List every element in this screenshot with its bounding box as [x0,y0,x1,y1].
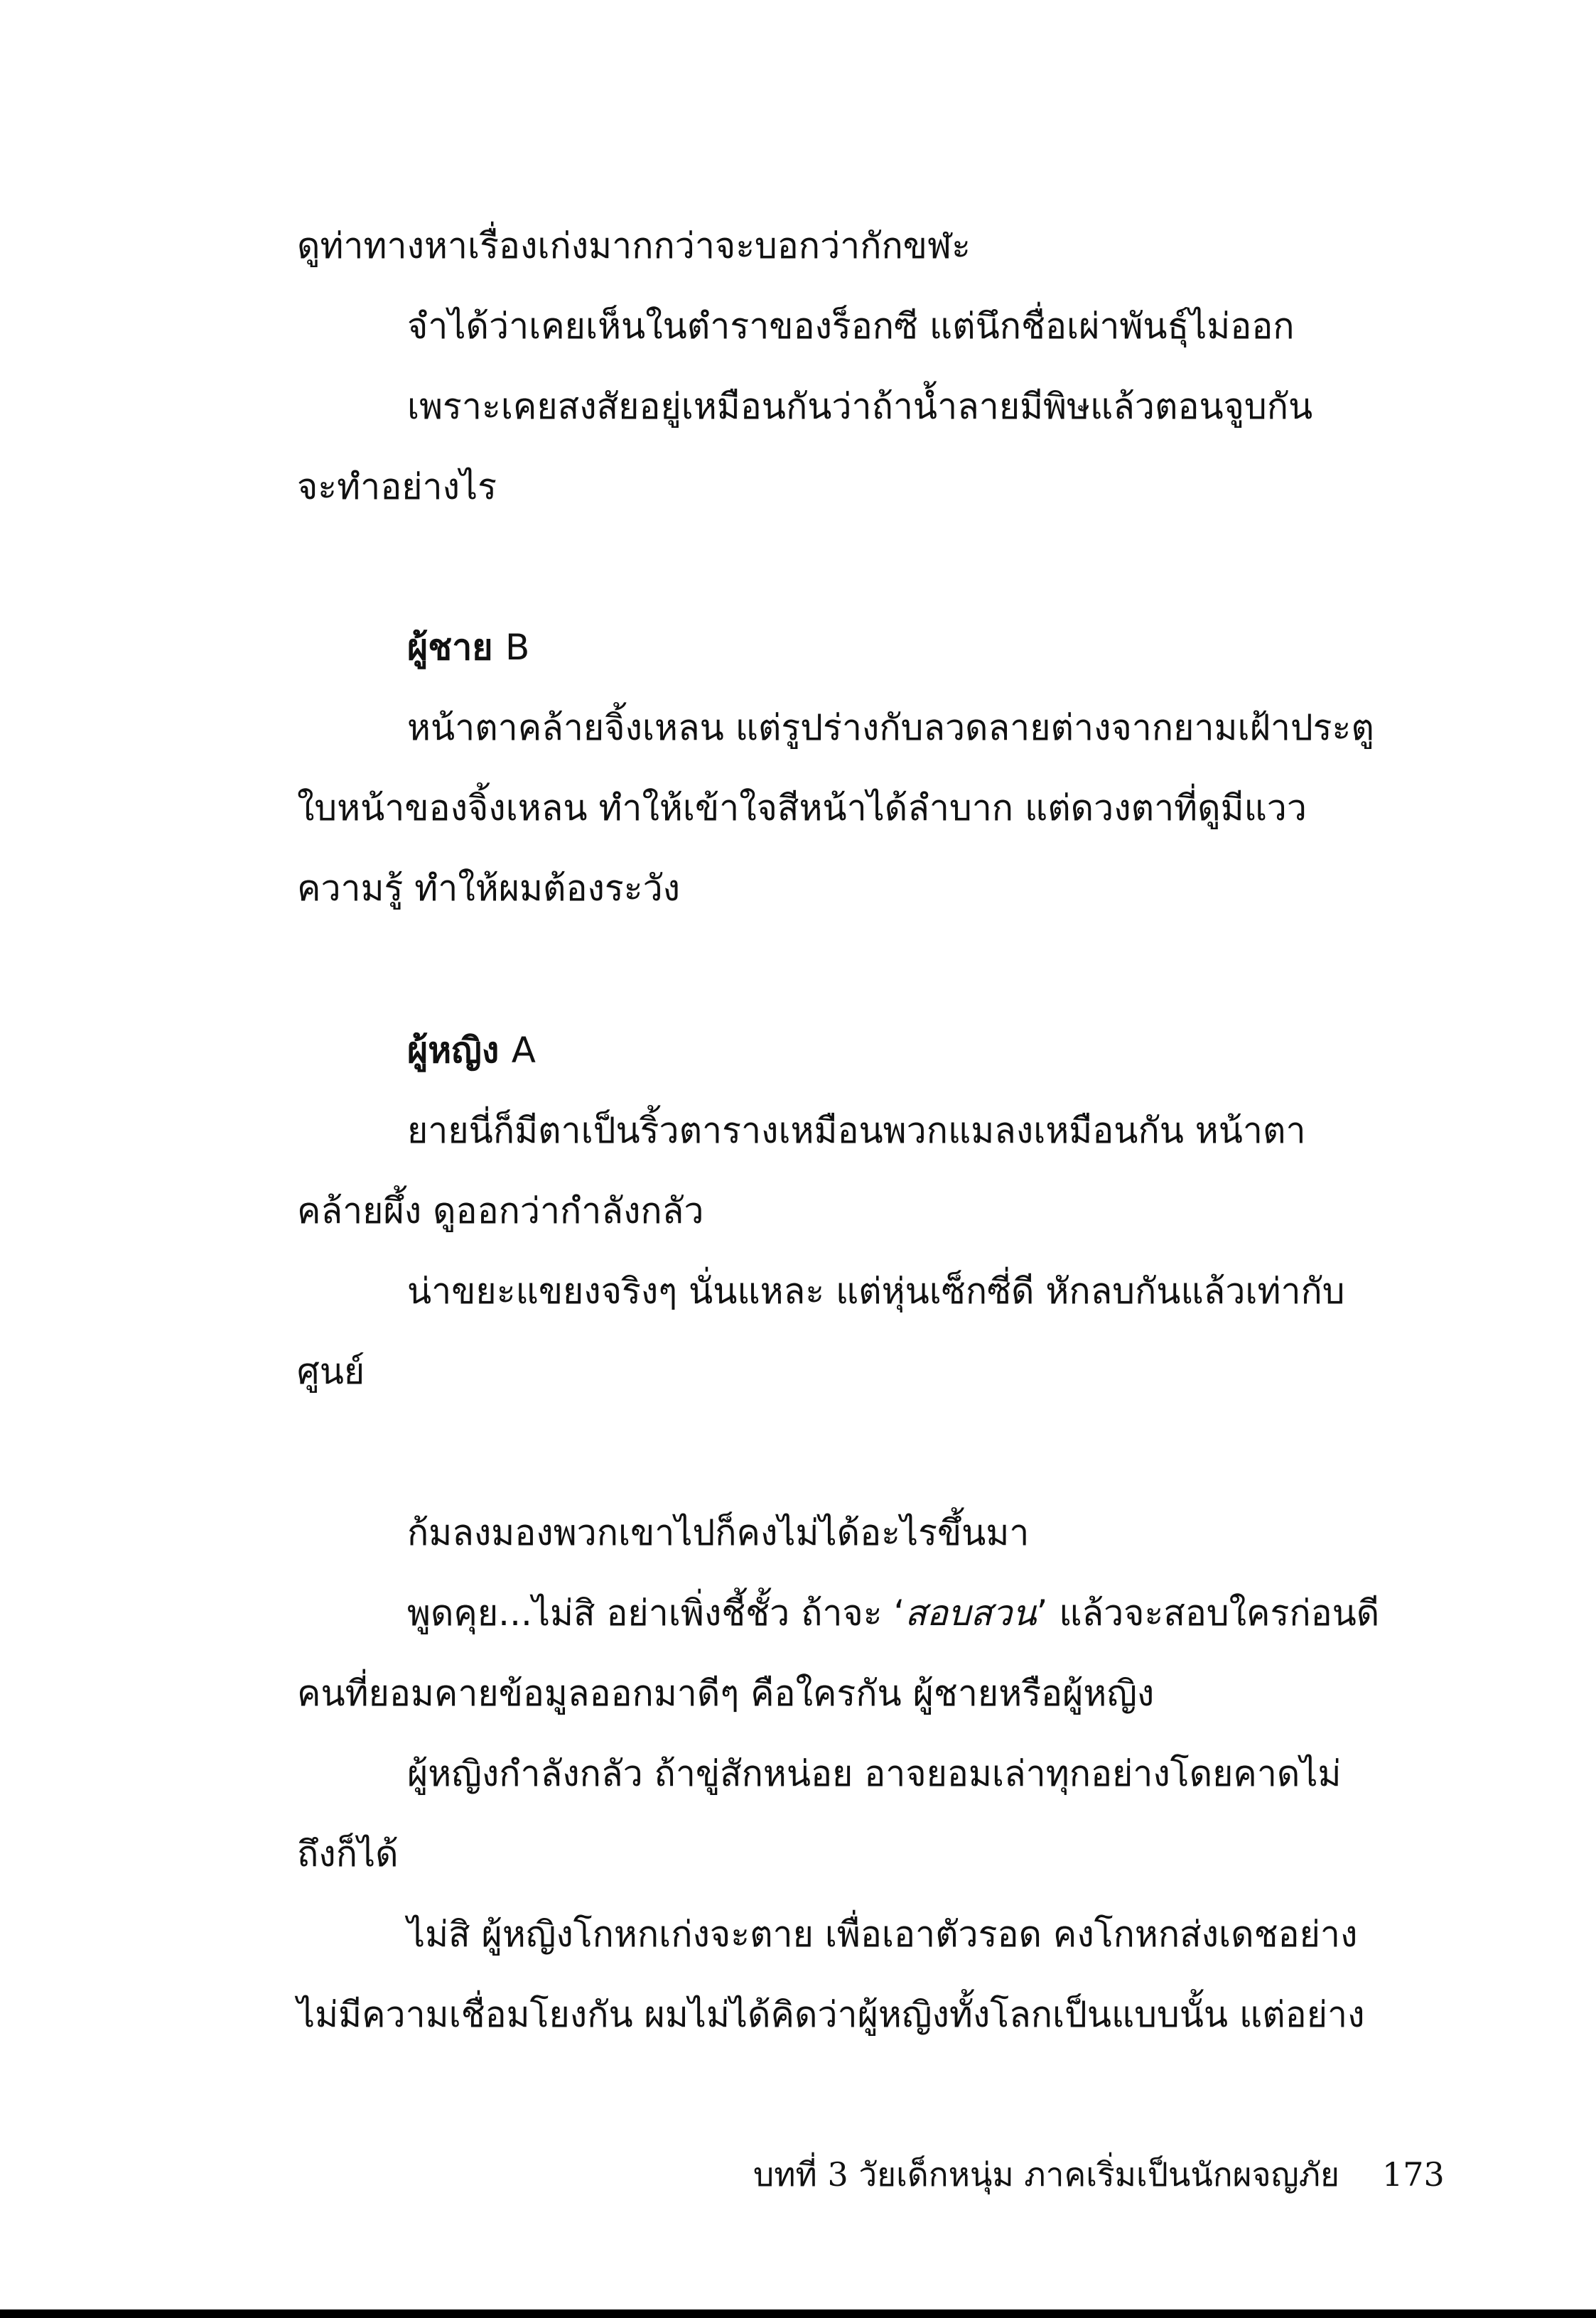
heading-woman-a-letter: A [511,1030,536,1071]
paragraph-5-line-2: คล้ายผึ้ง ดูออกว่ากำลังกลัว [297,1190,704,1231]
paragraph-4-line-2: ใบหน้าของจิ้งเหลน ทำให้เข้าใจสีหน้าได้ลำบาก แต่ดวงตาที่ดูมีแวว [297,787,1307,829]
paragraph-7-line-1: ก้มลงมองพวกเขาไปก็คงไม่ได้อะไรขึ้นมา [407,1512,1030,1553]
heading-man-b [297,608,1402,688]
paragraph-5-line-1: ยายนี่ก็มีตาเป็นริ้วตารางเหมือนพวกแมลงเหมือนกัน หน้าตา [407,1110,1306,1151]
heading-man-b-thai: ผู้ชาย [407,627,493,668]
section-woman-a [297,1010,1402,1412]
paragraph-8-line-1 [297,1573,1402,1654]
heading-woman-a-thai: ผู้หญิง [407,1030,500,1071]
paragraph-3-line-1: เพราะเคยสงสัยอยู่เหมือนกันว่าถ้าน้ำลายมีพิษแล้วตอนจูบกัน [407,386,1313,427]
paragraph-9-line-2: ถึงก็ได้ [297,1833,399,1875]
paragraph-8-line-1-end: ’ แล้วจะสอบใครก่อนดี [1036,1592,1380,1634]
paragraph-6-line-1: น่าขยะแขยงจริงๆ นั่นแหละ แต่หุ่นเซ็กซี่ดี หักลบกันแล้วเท่ากับ [407,1271,1345,1312]
page-number: 173 [1382,2155,1445,2194]
paragraph-4-line-1: หน้าตาคล้ายจิ้งเหลน แต่รูปร่างกับลวดลายต่างจากยามเฝ้าประตู [407,707,1374,748]
page-footer [753,2153,1445,2196]
bottom-edge-rule [0,2309,1596,2318]
heading-man-b-letter: B [505,627,530,668]
paragraph-1-line-1: ดูท่าทางหาเรื่องเก่งมากกว่าจะบอกว่ากักขฬะ [297,225,971,266]
body-text-bottom [297,1493,1402,2055]
paragraph-6-line-2: ศูนย์ [297,1351,365,1392]
heading-woman-a [297,1010,1402,1091]
paragraph-10-line-2: ไม่มีความเชื่อมโยงกัน ผมไม่ได้คิดว่าผู้หญิงทั้งโลกเป็นแบบนั้น แต่อย่าง [297,1994,1365,2035]
paragraph-8-italic-word: สอบสวน [905,1592,1037,1634]
section-man-b [297,608,1402,929]
paragraph-9-line-1: ผู้หญิงกำลังกลัว ถ้าขู่สักหน่อย อาจยอมเล่าทุกอย่างโดยคาดไม่ [407,1753,1342,1794]
paragraph-4-line-3: ความรู้ ทำให้ผมต้องระวัง [297,868,681,909]
paragraph-2-line-1: จำได้ว่าเคยเห็นในตำราของร็อกซี แต่นึกชื่อเผ่าพันธุ์ไม่ออก [407,306,1295,347]
paragraph-8-line-1-start: พูดคุย...ไม่สิ อย่าเพิ่งชี้ชั้ว ถ้าจะ ‘ [407,1592,905,1634]
body-text-top [297,206,1402,527]
paragraph-3-line-2: จะทำอย่างไร [297,466,497,507]
running-footer-chapter-title: บทที่ 3 วัยเด็กหนุ่ม ภาคเริ่มเป็นนักผจญภัย [753,2155,1340,2194]
paragraph-10-line-1: ไม่สิ ผู้หญิงโกหกเก่งจะตาย เพื่อเอาตัวรอด คงโกหกส่งเดชอย่าง [407,1914,1358,1955]
paragraph-8-line-2: คนที่ยอมคายข้อมูลออกมาดีๆ คือใครกัน ผู้ชายหรือผู้หญิง [297,1673,1155,1714]
